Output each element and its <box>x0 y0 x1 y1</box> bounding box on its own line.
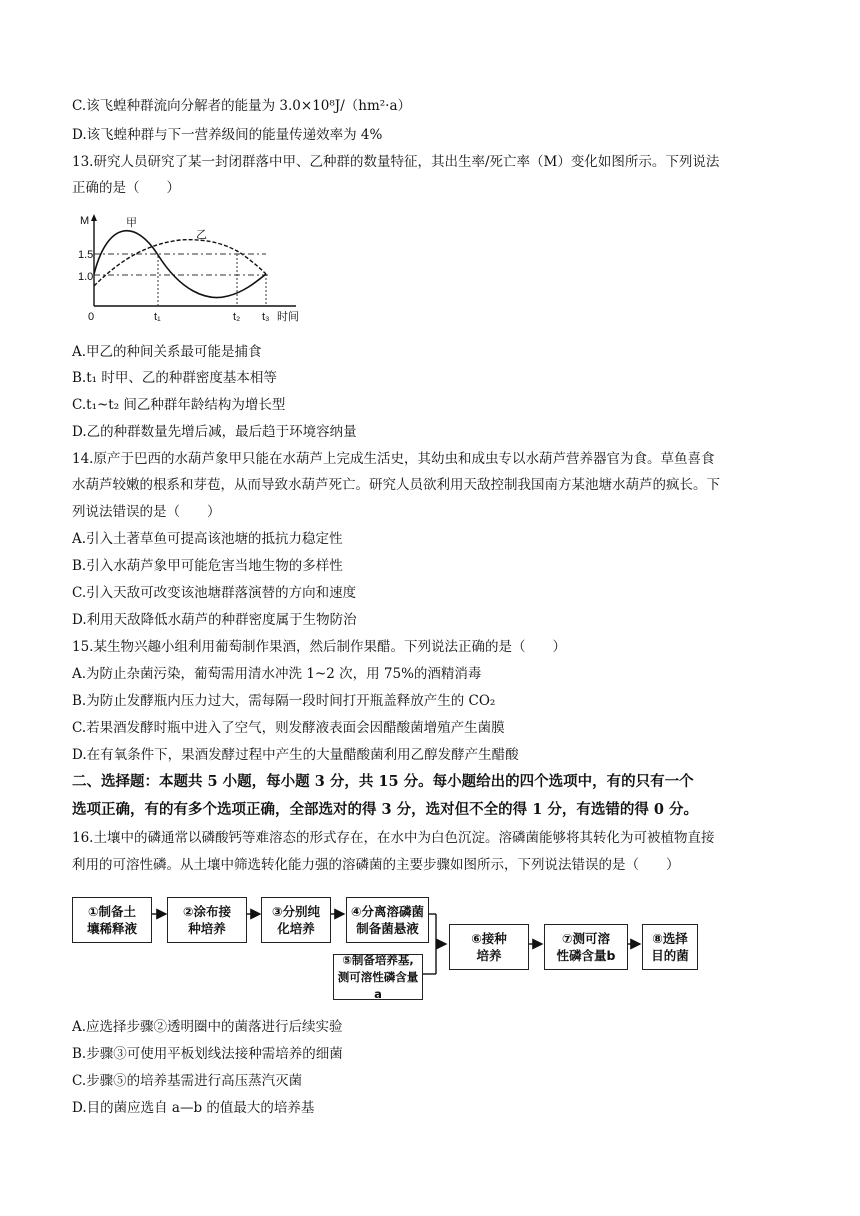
q14-stem-line3: 列说法错误的是（ ） <box>72 504 221 520</box>
x-axis-label: 时间 <box>277 311 299 323</box>
q15-stem: 15.某生物兴趣小组利用葡萄制作果酒，然后制作果醋。下列说法正确的是（ ） <box>72 639 566 655</box>
series-jia-label: 甲 <box>126 217 137 229</box>
series-yi-label: 乙 <box>196 229 207 241</box>
q13-option-d: D.乙的种群数量先增后减，最后趋于环境容纳量 <box>72 424 357 440</box>
q15-option-b: B.为防止发酵瓶内压力过大，需每隔一段时间打开瓶盖释放产生的 CO₂ <box>72 693 496 709</box>
section2-heading-line2: 选项正确，有的有多个选项正确，全部选对的得 3 分，选对但不全的得 1 分，有选错的得 0 分。 <box>72 801 699 818</box>
section2-heading-line1: 二、选择题：本题共 5 小题，每小题 3 分，共 15 分。每小题给出的四个选项中，有的只有一个 <box>72 773 694 790</box>
step-4-box: ④分离溶磷菌 制备菌悬液 <box>346 897 429 943</box>
q16-option-d: D.目的菌应选自 a—b 的值最大的培养基 <box>72 1100 315 1116</box>
y-axis-label: M <box>80 215 90 227</box>
q14-option-c: C.引入天敌可改变该池塘群落演替的方向和速度 <box>72 585 357 601</box>
step-2-box: ②涂布接 种培养 <box>167 897 247 943</box>
q16-stem-line2: 利用的可溶性磷。从土壤中筛选转化能力强的溶磷菌的主要步骤如图所示，下列说法错误的是（ ） <box>72 857 680 873</box>
q14-option-b: B.引入水葫芦象甲可能危害当地生物的多样性 <box>72 558 343 574</box>
q13-option-b: B.t₁ 时甲、乙的种群密度基本相等 <box>72 370 277 386</box>
q16-option-b: B.步骤③可使用平板划线法接种需培养的细菌 <box>72 1046 343 1062</box>
q13-option-a: A.甲乙的种间关系最可能是捕食 <box>72 344 262 360</box>
q16-option-c: C.步骤⑤的培养基需进行高压蒸汽灭菌 <box>72 1073 303 1089</box>
step-3-box: ③分别纯 化培养 <box>261 897 331 943</box>
q15-option-d: D.在有氧条件下，果酒发酵过程中产生的大量醋酸菌利用乙醇发酵产生醋酸 <box>72 747 519 763</box>
q14-stem-line2: 水葫芦较嫩的根系和芽苞，从而导致水葫芦死亡。研究人员欲利用天敌控制我国南方某池塘水葫芦的疯长。下 <box>72 477 720 493</box>
step-7-box: ⑦测可溶 性磷含量b <box>544 924 628 970</box>
x-tick-t1: t₁ <box>154 311 161 323</box>
q14-stem-line1: 14.原产于巴西的水葫芦象甲只能在水葫芦上完成生活史，其幼虫和成虫专以水葫芦营养器官为食。草鱼喜食 <box>72 451 715 467</box>
q16-option-a: A.应选择步骤②透明圈中的菌落进行后续实验 <box>72 1019 343 1035</box>
step-1-box: ①制备土 壤稀释液 <box>72 897 152 943</box>
step-6-box: ⑥接种 培养 <box>449 924 529 970</box>
x-tick-t3: t₃ <box>262 311 270 323</box>
q14-option-a: A.引入土著草鱼可提高该池塘的抵抗力稳定性 <box>72 531 343 547</box>
q15-option-c: C.若果酒发酵时瓶中进入了空气，则发酵液表面会因醋酸菌增殖产生菌膜 <box>72 720 505 736</box>
birth-death-ratio-chart <box>70 208 320 336</box>
q14-option-d: D.利用天敌降低水葫芦的种群密度属于生物防治 <box>72 612 357 628</box>
q13-option-c: C.t₁~t₂ 间乙种群年龄结构为增长型 <box>72 397 286 413</box>
y-tick-1-0: 1.0 <box>78 271 94 283</box>
x-tick-t2: t₂ <box>233 311 241 323</box>
q13-stem-line2: 正确的是（ ） <box>72 180 180 196</box>
q13-stem-line1: 13.研究人员研究了某一封闭群落中甲、乙种群的数量特征，其出生率/死亡率（M）变化如图所示。下列说法 <box>72 154 720 170</box>
series-yi-curve <box>94 240 266 286</box>
q15-option-a: A.为防止杂菌污染，葡萄需用清水冲洗 1~2 次，用 75%的酒精消毒 <box>72 666 482 682</box>
q12-option-c: C.该飞蝗种群流向分解者的能量为 3.0×10⁸J/（hm²·a） <box>72 98 412 114</box>
q16-stem-line1: 16.土壤中的磷通常以磷酸钙等难溶态的形式存在，在水中为白色沉淀。溶磷菌能够将其转化为可被植物直接 <box>72 830 715 846</box>
step-8-box: ⑧选择 目的菌 <box>642 924 698 970</box>
step-5-box: ⑤制备培养基, 测可溶性磷含量a <box>333 954 423 1000</box>
origin-label: 0 <box>88 311 95 323</box>
q12-option-d: D.该飞蝗种群与下一营养级间的能量传递效率为 4% <box>72 127 383 143</box>
y-tick-1-5: 1.5 <box>78 249 94 261</box>
